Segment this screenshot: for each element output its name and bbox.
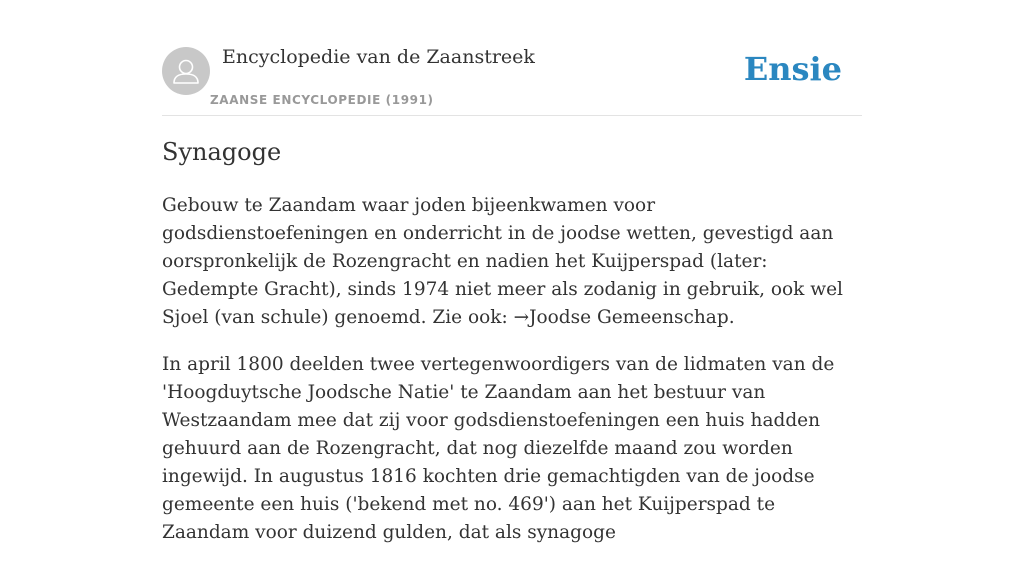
user-silhouette-icon (162, 47, 210, 95)
avatar[interactable] (162, 47, 210, 95)
article-body (162, 192, 862, 566)
source-header (162, 44, 862, 116)
article-title: Synagoge (162, 138, 282, 166)
paragraph-1-text: Gebouw te Zaandam waar joden bijeenkwamen voor godsdienstoefeningen en onderricht in de joodse wetten, gevestigd aan oorspronkelijk de Rozengracht en nadien het Kuijperspad (later: Gedempte Gracht), sinds 1974 niet meer als zodanig in gebruik, ook wel Sjoel (van schule) genoemd. Zie ook: (162, 195, 843, 328)
paragraph-1-end: . (728, 307, 735, 328)
paragraph-1 (162, 192, 862, 332)
link-joodse-gemeenschap[interactable]: Joodse Gemeenschap (529, 307, 729, 328)
brand-logo[interactable]: Ensie (743, 50, 842, 88)
source-subtitle[interactable]: ZAANSE ENCYCLOPEDIE (1991) (210, 93, 434, 107)
reference-arrow-icon: → (513, 307, 530, 328)
source-title[interactable]: Encyclopedie van de Zaanstreek (222, 46, 535, 68)
paragraph-2: In april 1800 deelden twee vertegenwoordigers van de lidmaten van de 'Hoogduytsche Joodsche Natie' te Zaandam aan het bestuur van Westzaandam mee dat zij voor godsdienstoefeningen een huis hadden gehuurd aan de Rozengracht, dat nog diezelfde maand zou worden ingewijd. In augustus 1816 kochten drie gemachtigden van de joodse gemeente een huis ('bekend met no. 469') aan het Kuijperspad te Zaandam voor duizend gulden, dat als synagoge (162, 354, 835, 543)
